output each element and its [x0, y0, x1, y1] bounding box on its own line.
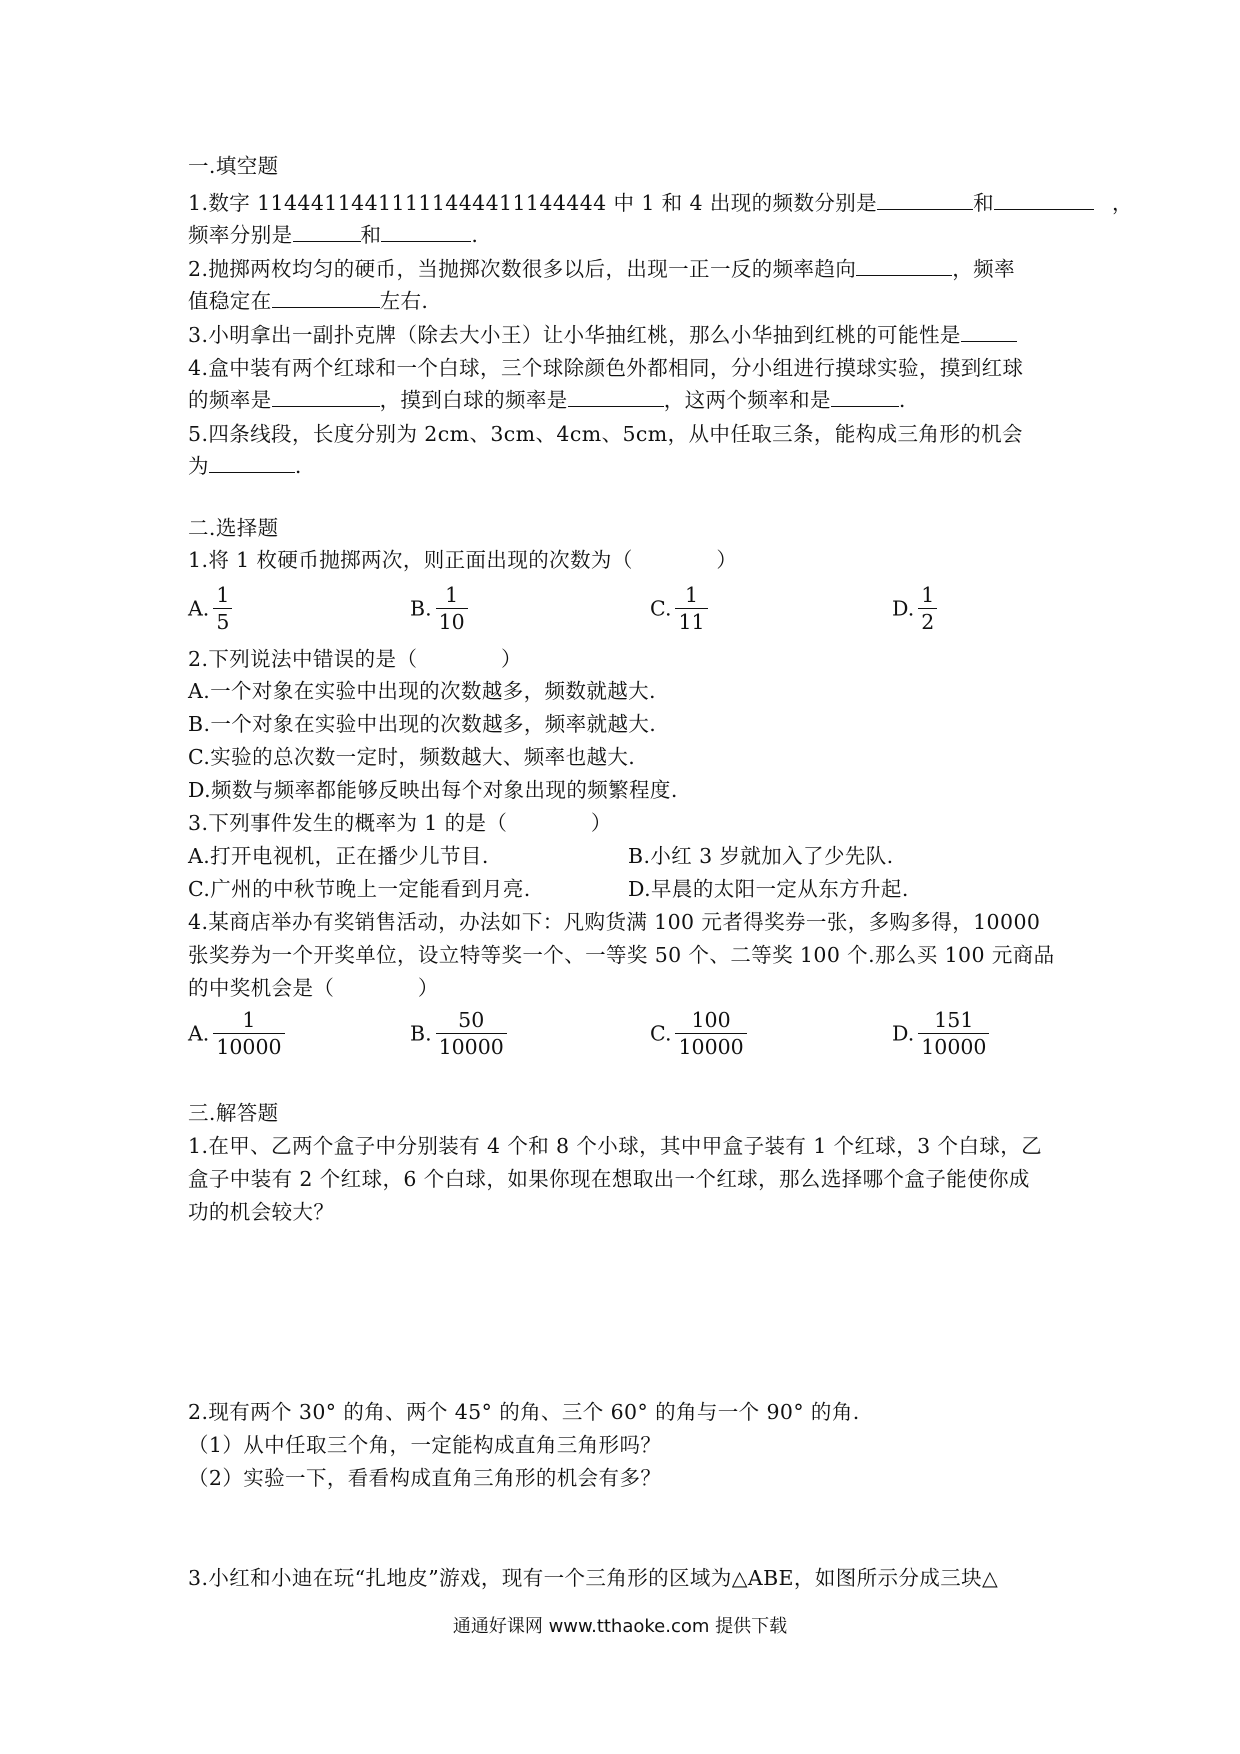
- fill-q1-line2: [188, 219, 478, 251]
- choice-q1-option-d[interactable]: [892, 582, 937, 635]
- section1-heading: [188, 150, 279, 182]
- fill-q4-text-2: 的频率是: [188, 388, 272, 412]
- answer-q3-text-1: 3.小红和小迪在玩“扎地皮”游戏，现有一个三角形的区域为△ABE，如图所示分成三块△: [188, 1566, 999, 1590]
- fill-q5-line2: [188, 450, 302, 482]
- choice-q2: [188, 643, 522, 675]
- section2-heading-text: 二.选择题: [188, 516, 279, 540]
- section1-heading-text: 一.填空题: [188, 154, 279, 178]
- choice-q1-text: 1.将 1 枚硬币抛掷两次，则正面出现的次数为（ ）: [188, 548, 738, 572]
- fraction-numerator: 151: [918, 1007, 989, 1034]
- fraction: [918, 582, 937, 635]
- fraction-numerator: 1: [213, 1007, 284, 1034]
- fill-q1-and: 和: [973, 191, 994, 215]
- option-label: D.: [892, 1021, 915, 1046]
- fill-q4-text: 4.盒中装有两个红球和一个白球，三个球除颜色外都相同，分小组进行摸球实验，摸到红球: [188, 356, 1024, 380]
- answer-q1-line1: [188, 1130, 1042, 1162]
- fill-q1-blank-2[interactable]: [994, 189, 1094, 210]
- fraction-denominator: 5: [216, 610, 230, 634]
- fill-q1-blank-1[interactable]: [877, 189, 973, 210]
- fill-q5-period: .: [294, 454, 302, 478]
- fraction-denominator: 10000: [678, 1035, 744, 1059]
- choice-q1-option-c[interactable]: [650, 582, 708, 635]
- fill-q4-line1: [188, 352, 1023, 384]
- choice-q4-option-b[interactable]: [410, 1007, 507, 1060]
- option-label: C.: [650, 596, 672, 621]
- answer-q2-line3: [188, 1462, 661, 1494]
- fill-q3-line1: [188, 319, 1017, 351]
- fill-q1-comma: ，: [1111, 191, 1133, 215]
- option-label: D.: [892, 596, 915, 621]
- choice-q2-option-b[interactable]: [188, 708, 656, 740]
- answer-q2-line1: [188, 1396, 860, 1428]
- fill-q1-period: .: [471, 223, 479, 247]
- fill-q2-line1: [188, 253, 1015, 285]
- fill-q5-text-2: 为: [188, 454, 209, 478]
- choice-q4-line2: [188, 939, 1055, 971]
- fill-q5-line1: [188, 418, 1023, 450]
- choice-q3-option-a[interactable]: [188, 840, 489, 872]
- fraction: [675, 1007, 746, 1060]
- choice-q3: [188, 807, 612, 839]
- fill-q3-blank[interactable]: [961, 321, 1017, 342]
- fraction-numerator: 50: [436, 1007, 507, 1034]
- fill-q1-text: 1.数字 11444114411111444411144444 中 1 和 4 出现的频数分别是: [188, 191, 878, 215]
- fraction-numerator: 100: [675, 1007, 746, 1034]
- choice-q2-option-a-text: A.一个对象在实验中出现的次数越多，频数就越大.: [188, 679, 656, 703]
- fill-q1-blank-4[interactable]: [381, 221, 471, 242]
- fill-q1-line1: [188, 187, 1133, 219]
- fill-q2-line2: [188, 285, 428, 317]
- option-label: A.: [188, 596, 210, 621]
- answer-q1-text-3: 功的机会较大？: [188, 1200, 335, 1224]
- choice-q2-option-b-text: B.一个对象在实验中出现的次数越多，频率就越大.: [188, 712, 657, 736]
- choice-q1: [188, 544, 737, 576]
- choice-q4-text-2: 张奖券为一个开奖单位，设立特等奖一个、一等奖 50 个、二等奖 100 个.那么买 100 元商品: [188, 943, 1055, 967]
- section3-heading-text: 三.解答题: [188, 1101, 279, 1125]
- fill-q1-blank-3[interactable]: [293, 221, 361, 242]
- answer-q1-line2: [188, 1163, 1030, 1195]
- answer-q2-line2: [188, 1429, 661, 1461]
- fraction-numerator: 1: [213, 582, 232, 609]
- choice-q2-option-c-text: C.实验的总次数一定时，频数越大、频率也越大.: [188, 745, 636, 769]
- choice-q3-option-c[interactable]: [188, 873, 531, 905]
- fraction-denominator: 10000: [438, 1035, 504, 1059]
- choice-q3-option-b-text: B.小红 3 岁就加入了少先队.: [628, 844, 894, 868]
- choice-q2-option-d[interactable]: [188, 774, 678, 806]
- answer-q1-line3: [188, 1196, 334, 1228]
- choice-q3-option-b[interactable]: [628, 840, 894, 872]
- fraction: [213, 582, 232, 635]
- fill-q1-text-2: 频率分别是: [188, 223, 293, 247]
- choice-q4-option-c[interactable]: [650, 1007, 747, 1060]
- fill-q4-text-4: ，这两个频率和是: [663, 388, 831, 412]
- fill-q2-text-4: 左右.: [379, 289, 429, 313]
- fill-q1-and-2: 和: [360, 223, 382, 247]
- fill-q2-text-2: ，频率: [952, 257, 1015, 281]
- fill-q2-text-3: 值稳定在: [188, 289, 272, 313]
- fraction: [213, 1007, 284, 1060]
- answer-q1-text-1: 1.在甲、乙两个盒子中分别装有 4 个和 8 个小球，其中甲盒子装有 1 个红球，3 个白球，乙: [188, 1134, 1043, 1158]
- choice-q3-text: 3.下列事件发生的概率为 1 的是（ ）: [188, 811, 612, 835]
- option-label: A.: [188, 1021, 210, 1046]
- option-label: B.: [410, 1021, 432, 1046]
- fill-q4-blank-3[interactable]: [831, 386, 899, 407]
- fraction-numerator: 1: [436, 582, 468, 609]
- fraction: [675, 582, 707, 635]
- choice-q2-option-d-text: D.频数与频率都能够反映出每个对象出现的频繁程度.: [188, 778, 678, 802]
- footer-text: 通通好课网 www.tthaoke.com 提供下载: [452, 1616, 788, 1637]
- fraction-denominator: 2: [921, 610, 935, 634]
- answer-q3-line1: [188, 1562, 998, 1594]
- fill-q4-period: .: [898, 388, 906, 412]
- fraction: [918, 1007, 989, 1060]
- choice-q2-option-c[interactable]: [188, 741, 635, 773]
- fill-q3-text: 3.小明拿出一副扑克牌（除去大小王）让小华抽红桃，那么小华抽到红桃的可能性是: [188, 323, 961, 347]
- choice-q2-text: 2.下列说法中错误的是（ ）: [188, 647, 522, 671]
- fill-q2-blank-1[interactable]: [856, 255, 952, 276]
- fill-q5-text: 5.四条线段，长度分别为 2cm、3cm、4cm、5cm，从中任取三条，能构成三角形的机会: [188, 422, 1023, 446]
- choice-q2-option-a[interactable]: [188, 675, 656, 707]
- answer-q2-text-3: （2）实验一下，看看构成直角三角形的机会有多？: [188, 1466, 662, 1490]
- choice-q4-text-3: 的中奖机会是（ ）: [188, 976, 439, 1000]
- choice-q3-option-c-text: C.广州的中秋节晚上一定能看到月亮.: [188, 877, 531, 901]
- fill-q4-blank-1[interactable]: [272, 386, 380, 407]
- fill-q4-line2: [188, 384, 906, 416]
- fraction: [436, 582, 468, 635]
- choice-q1-option-a[interactable]: [188, 582, 232, 635]
- fraction-denominator: 10000: [921, 1035, 987, 1059]
- fill-q2-blank-2[interactable]: [272, 287, 380, 308]
- option-label: C.: [650, 1021, 672, 1046]
- fill-q4-text-3: ，摸到白球的频率是: [379, 388, 568, 412]
- fill-q4-blank-2[interactable]: [568, 386, 664, 407]
- choice-q3-option-a-text: A.打开电视机，正在播少儿节目.: [188, 844, 489, 868]
- choice-q4-option-a[interactable]: [188, 1007, 285, 1060]
- choice-q1-option-b[interactable]: [410, 582, 468, 635]
- answer-q2-text-1: 2.现有两个 30° 的角、两个 45° 的角、三个 60° 的角与一个 90° 的角.: [188, 1400, 860, 1424]
- fraction-numerator: 1: [918, 582, 937, 609]
- choice-q4-text-1: 4.某商店举办有奖销售活动，办法如下：凡购货满 100 元者得奖券一张，多购多得，10000: [188, 910, 1041, 934]
- fraction-numerator: 1: [675, 582, 707, 609]
- choice-q4-option-d[interactable]: [892, 1007, 989, 1060]
- fill-q2-text: 2.抛掷两枚均匀的硬币，当抛掷次数很多以后，出现一正一反的频率趋向: [188, 257, 857, 281]
- fraction: [436, 1007, 507, 1060]
- fraction-denominator: 10: [438, 610, 465, 634]
- answer-q1-text-2: 盒子中装有 2 个红球，6 个白球，如果你现在想取出一个红球，那么选择哪个盒子能使你成: [188, 1167, 1030, 1191]
- choice-q3-option-d-text: D.早晨的太阳一定从东方升起.: [628, 877, 909, 901]
- fill-q5-blank[interactable]: [209, 452, 295, 473]
- section3-heading: [188, 1097, 279, 1129]
- choice-q4-line3: [188, 972, 439, 1004]
- option-label: B.: [410, 596, 432, 621]
- answer-q2-text-2: （1）从中任取三个角，一定能构成直角三角形吗？: [188, 1433, 662, 1457]
- section2-heading: [188, 512, 279, 544]
- fraction-denominator: 11: [678, 610, 705, 634]
- choice-q4-line1: [188, 906, 1040, 938]
- fraction-denominator: 10000: [216, 1035, 282, 1059]
- choice-q3-option-d[interactable]: [628, 873, 909, 905]
- page-footer: [0, 1612, 1240, 1638]
